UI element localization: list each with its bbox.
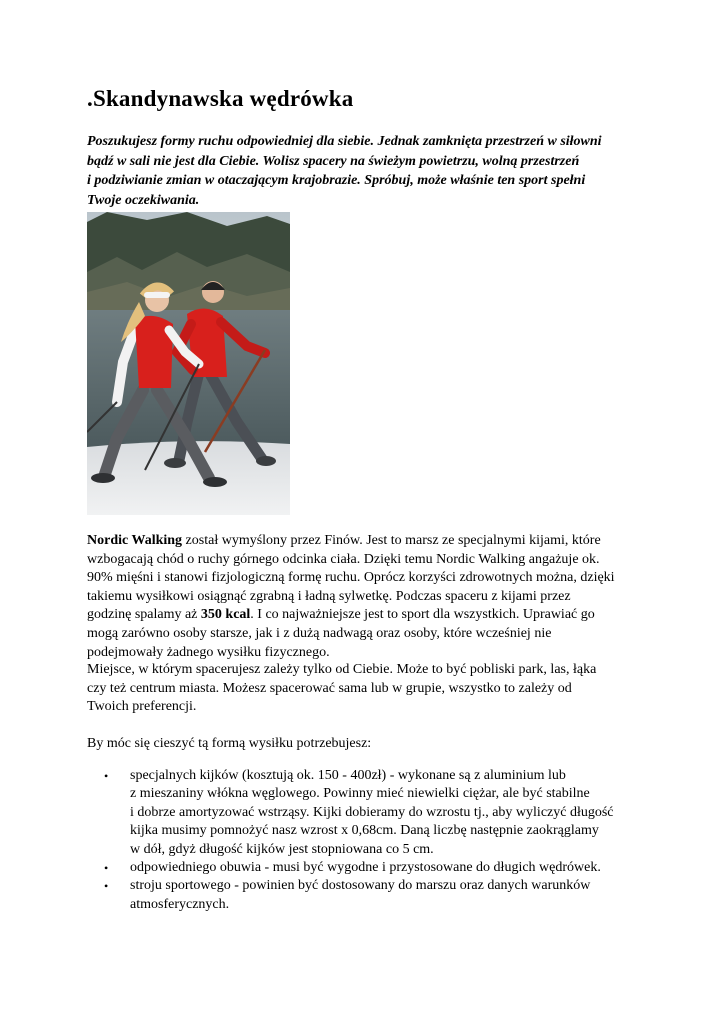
paragraph-line: godzinę spalamy aż 350 kcal. I co najważniejsze jest to sport dla wszystkich. Uprawiać go	[87, 607, 595, 623]
list-item-line: specjalnych kijków (kosztują ok. 150 - 400zł) - wykonane są z aluminium lub	[130, 768, 566, 783]
paragraph-line: 90% mięśni i stanowi fizjologiczną formę ruchu. Oprócz korzyści zdrowotnych można, dzięki	[87, 570, 615, 586]
equipment-list	[87, 767, 647, 914]
list-item-line: kijka musimy pomnożyć nasz wzrost x 0,68cm. Daną liczbę następnie zaokrąglamy	[130, 823, 599, 839]
paragraph-line: Twoich preferencji.	[87, 699, 197, 715]
bold-term: Nordic Walking	[87, 533, 183, 548]
list-item	[87, 877, 647, 914]
paragraph-line: mogą zarówno osoby starsze, jak i z dużą nadwagą oraz osoby, które wcześniej nie	[87, 625, 552, 641]
paragraph-line: wzbogacają chód o ruchy górnego odcinka ciała. Dzięki temu Nordic Walking angażuje ok.	[87, 551, 600, 567]
list-item-line: w dół, gdyż długość kijków jest stopniowana co 5 cm.	[130, 841, 434, 857]
intro-line: i podziwianie zmian w otaczającym krajobrazie. Spróbuj, może właśnie ten sport spełni	[87, 173, 586, 188]
paragraph-line: podejmowały żadnego wysiłku fizycznego.	[87, 644, 330, 660]
list-item-line: i dobrze amortyzować wstrząsy. Kijki dobieramy do wzrostu tj., aby wyliczyć długość	[130, 804, 614, 820]
paragraph-line: Nordic Walking został wymyślony przez Finów. Jest to marsz ze specjalnymi kijami, które	[87, 533, 601, 548]
intro-line: Poszukujesz formy ruchu odpowiedniej dla siebie. Jednak zamknięta przestrzeń w siłowni	[87, 134, 602, 149]
paragraph-nordic-walking	[87, 532, 647, 662]
paragraph-location	[87, 661, 647, 717]
bold-calories: 350 kcal	[200, 607, 251, 623]
list-item	[87, 767, 647, 859]
intro-paragraph	[87, 132, 647, 210]
list-item-line: stroju sportowego - powinien być dostosowany do marszu oraz danych warunków	[130, 878, 591, 894]
page-title: .Skandynawska wędrówka	[87, 86, 354, 111]
paragraph-line: takiemu wysiłkowi osiągnąć zgrabną i ładną sylwetkę. Podczas spaceru z kijami przez	[87, 588, 571, 604]
paragraph-line: czy też centrum miasta. Możesz spacerować sama lub w grupie, wszystko to zależy od	[87, 680, 572, 696]
bullet-icon: •	[104, 861, 109, 876]
intro-line: bądź w sali nie jest dla Ciebie. Wolisz spacery na świeżym powietrzu, wolną przestrzeń	[87, 153, 580, 169]
bullet-icon: •	[104, 879, 109, 894]
paragraph-line: By móc się cieszyć tą formą wysiłku potrzebujesz:	[87, 736, 372, 751]
list-item	[87, 859, 647, 877]
intro-line: Twoje oczekiwania.	[87, 192, 200, 208]
list-item-line: atmosferycznych.	[130, 896, 230, 912]
bullet-icon: •	[104, 769, 109, 783]
list-item-line: odpowiedniego obuwia - musi być wygodne i przystosowane do długich wędrówek.	[130, 860, 601, 876]
nordic-walking-photo	[87, 212, 290, 515]
paragraph-line: Miejsce, w którym spacerujesz zależy tylko od Ciebie. Może to być pobliski park, las, łąka	[87, 662, 597, 677]
paragraph-requirements	[87, 735, 647, 754]
list-item-line: z mieszaniny włókna węglowego. Powinny mieć niewielki ciężar, ale być stabilne	[130, 786, 590, 802]
